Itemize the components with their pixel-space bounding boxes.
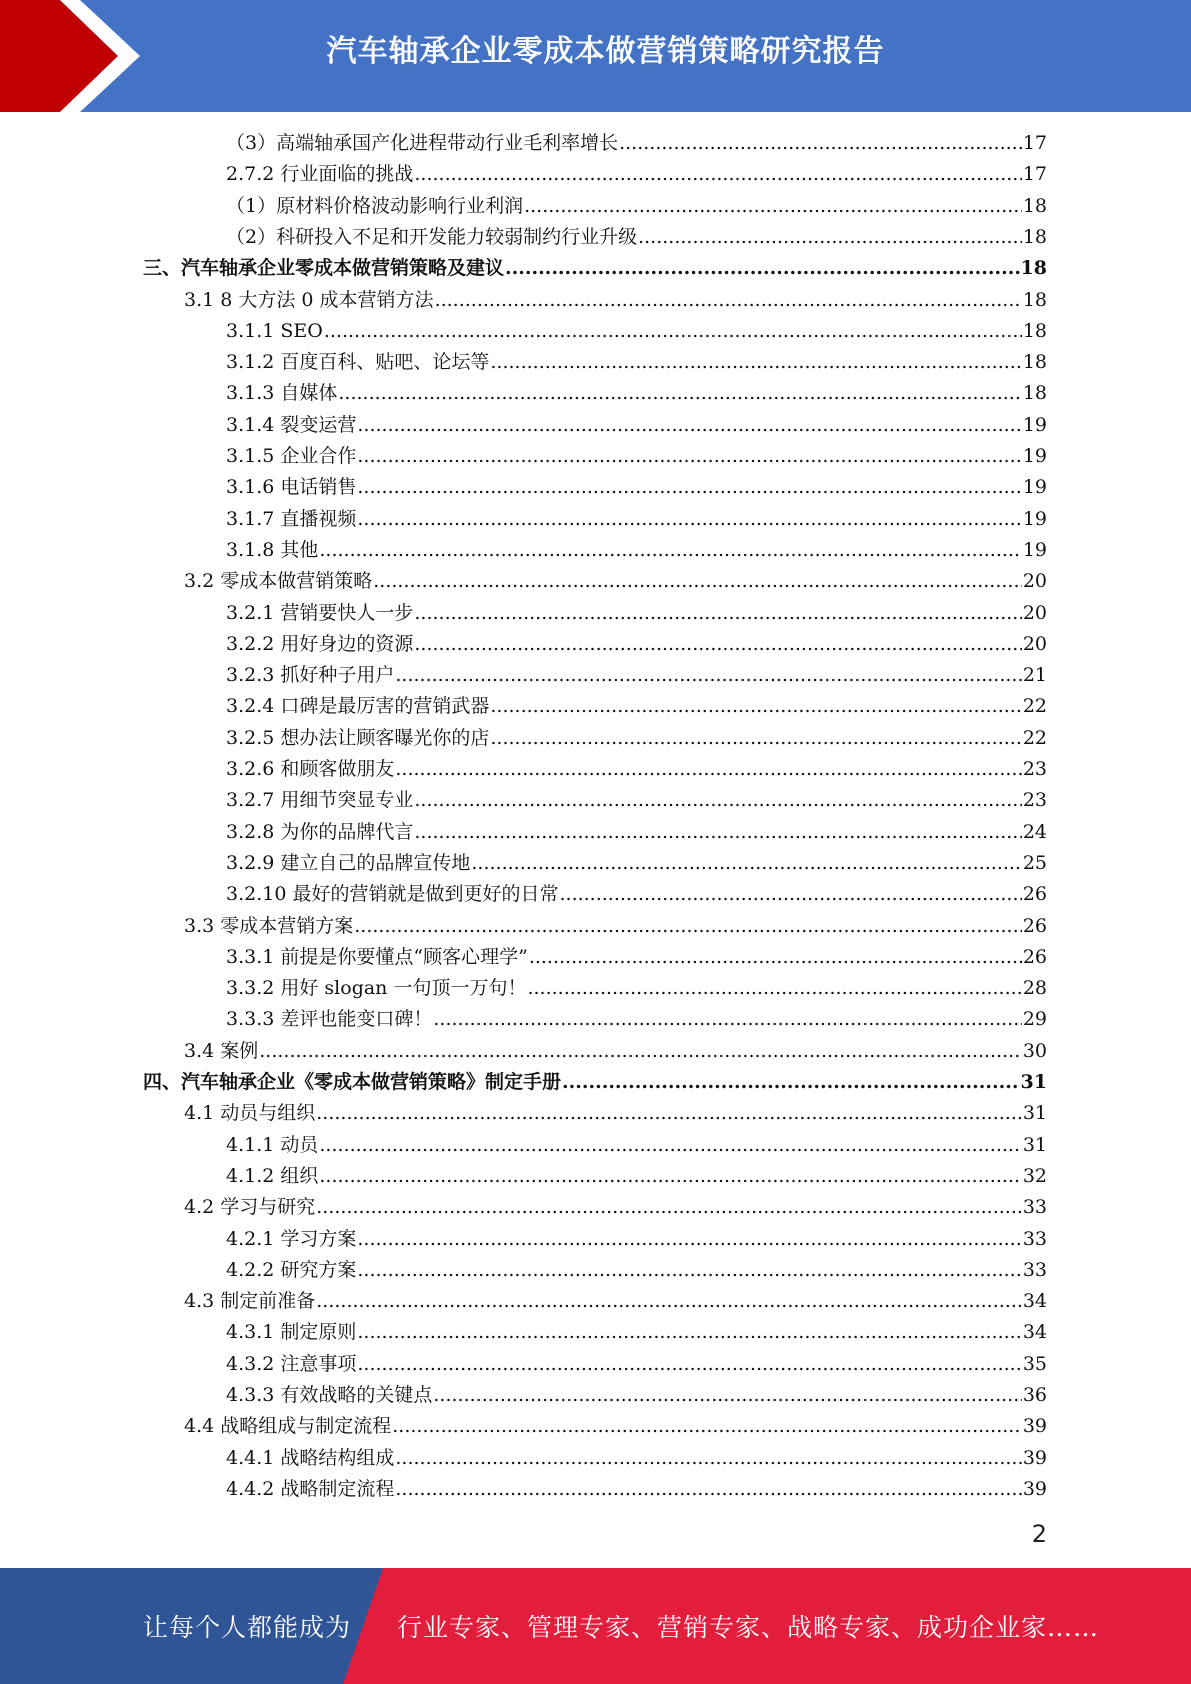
toc-entry[interactable] — [226, 660, 1047, 691]
toc-entry[interactable] — [226, 191, 1047, 222]
page-number: 2 — [1031, 1520, 1047, 1548]
toc-dot-leader — [414, 817, 1021, 848]
toc-entry-title: 3.2.6 和顾客做朋友 — [226, 758, 395, 780]
toc-dot-leader — [319, 1130, 1021, 1161]
toc-dot-leader — [316, 1286, 1022, 1317]
toc-dot-leader — [357, 472, 1021, 503]
toc-entry-page: 31 — [1022, 1102, 1047, 1124]
toc-entry-page: 23 — [1022, 789, 1047, 811]
footer-slogan-right: 行业专家、管理专家、营销专家、战略专家、成功企业家…… — [397, 1613, 1100, 1642]
toc-entry-title: 3.4 案例 — [184, 1040, 259, 1062]
toc-entry[interactable] — [143, 253, 1047, 284]
toc-entry-page: 35 — [1022, 1353, 1047, 1375]
toc-dot-leader — [414, 159, 1021, 190]
toc-entry-page: 26 — [1022, 946, 1047, 968]
toc-entry[interactable] — [184, 1411, 1047, 1442]
toc-entry-title: 4.1.2 组织 — [226, 1165, 319, 1187]
toc-entry[interactable] — [184, 1286, 1047, 1317]
toc-dot-leader — [392, 1411, 1022, 1442]
toc-entry[interactable] — [226, 128, 1047, 159]
toc-dot-leader — [395, 1474, 1021, 1505]
toc-entry[interactable] — [226, 691, 1047, 722]
toc-dot-leader — [357, 1224, 1021, 1255]
toc-entry[interactable] — [184, 566, 1047, 597]
toc-entry-title: 4.4.2 战略制定流程 — [226, 1478, 395, 1500]
toc-entry-page: 31 — [1022, 1134, 1047, 1156]
toc-entry-page: 19 — [1022, 476, 1047, 498]
toc-entry-page: 17 — [1022, 163, 1047, 185]
toc-entry-title: 3.2.9 建立自己的品牌宣传地 — [226, 852, 471, 874]
toc-entry-title: 3.2.8 为你的品牌代言 — [226, 821, 414, 843]
toc-entry-page: 33 — [1022, 1196, 1047, 1218]
toc-entry-title: 3.1.2 百度百科、贴吧、论坛等 — [226, 351, 490, 373]
toc-entry[interactable] — [184, 1036, 1047, 1067]
toc-entry-page: 33 — [1022, 1259, 1047, 1281]
toc-entry-title: 4.2.2 研究方案 — [226, 1259, 357, 1281]
toc-entry[interactable] — [226, 1224, 1047, 1255]
toc-entry[interactable] — [226, 598, 1047, 629]
toc-dot-leader — [471, 848, 1021, 879]
toc-entry-title: 3.1.3 自媒体 — [226, 382, 338, 404]
toc-entry[interactable] — [226, 316, 1047, 347]
toc-dot-leader — [529, 942, 1022, 973]
toc-entry[interactable] — [184, 911, 1047, 942]
toc-entry[interactable] — [226, 1349, 1047, 1380]
toc-entry[interactable] — [226, 723, 1047, 754]
toc-entry-page: 28 — [1022, 977, 1047, 999]
toc-entry-title: 3.1.7 直播视频 — [226, 508, 357, 530]
toc-entry-page: 26 — [1022, 915, 1047, 937]
toc-entry-page: 19 — [1022, 445, 1047, 467]
toc-dot-leader — [414, 629, 1021, 660]
toc-entry[interactable] — [226, 1443, 1047, 1474]
toc-entry[interactable] — [226, 378, 1047, 409]
toc-entry-page: 26 — [1022, 883, 1047, 905]
toc-entry-title: 4.1 动员与组织 — [184, 1102, 316, 1124]
toc-dot-leader — [316, 1098, 1022, 1129]
toc-entry-title: 3.1 8 大方法 0 成本营销方法 — [184, 289, 434, 311]
toc-entry[interactable] — [226, 472, 1047, 503]
toc-dot-leader — [357, 410, 1021, 441]
toc-dot-leader — [505, 253, 1020, 284]
toc-entry-page: 39 — [1022, 1415, 1047, 1437]
toc-entry-title: （3）高端轴承国产化进程带动行业毛利率增长 — [226, 132, 619, 154]
toc-entry[interactable] — [226, 1004, 1047, 1035]
toc-dot-leader — [619, 128, 1022, 159]
toc-dot-leader — [357, 1317, 1021, 1348]
toc-entry-page: 24 — [1022, 821, 1047, 843]
toc-dot-leader — [562, 1067, 1020, 1098]
toc-dot-leader — [414, 785, 1021, 816]
toc-dot-leader — [357, 1255, 1021, 1286]
toc-entry[interactable] — [226, 1317, 1047, 1348]
toc-entry-page: 20 — [1022, 633, 1047, 655]
toc-entry[interactable] — [184, 285, 1047, 316]
toc-entry-page: 33 — [1022, 1228, 1047, 1250]
toc-entry[interactable] — [226, 879, 1047, 910]
toc-entry[interactable] — [226, 1161, 1047, 1192]
toc-entry-title: 3.2.10 最好的营销就是做到更好的日常 — [226, 883, 559, 905]
page-footer — [0, 1568, 1191, 1684]
toc-entry-title: 3.1.6 电话销售 — [226, 476, 357, 498]
toc-entry-page: 19 — [1022, 539, 1047, 561]
toc-dot-leader — [395, 754, 1021, 785]
toc-dot-leader — [338, 378, 1021, 409]
toc-dot-leader — [559, 879, 1021, 910]
toc-entry-page: 36 — [1022, 1384, 1047, 1406]
toc-entry[interactable] — [226, 1474, 1047, 1505]
toc-entry[interactable] — [184, 1192, 1047, 1223]
toc-entry[interactable] — [226, 222, 1047, 253]
toc-entry[interactable] — [226, 504, 1047, 535]
toc-entry-page: 22 — [1022, 727, 1047, 749]
toc-entry[interactable] — [226, 629, 1047, 660]
toc-entry[interactable] — [226, 441, 1047, 472]
document-title: 汽车轴承企业零成本做营销策略研究报告 — [326, 34, 885, 69]
toc-entry[interactable] — [226, 848, 1047, 879]
toc-entry-title: 四、汽车轴承企业《零成本做营销策略》制定手册 — [143, 1071, 562, 1093]
toc-entry-title: 3.1.8 其他 — [226, 539, 319, 561]
toc-entry-title: 3.2 零成本做营销策略 — [184, 570, 373, 592]
toc-dot-leader — [414, 598, 1021, 629]
toc-entry-title: 2.7.2 行业面临的挑战 — [226, 163, 414, 185]
toc-entry-page: 22 — [1022, 695, 1047, 717]
toc-entry[interactable] — [226, 785, 1047, 816]
toc-entry-page: 20 — [1022, 570, 1047, 592]
toc-entry-title: 3.2.5 想办法让顾客曝光你的店 — [226, 727, 490, 749]
toc-dot-leader — [259, 1036, 1022, 1067]
toc-dot-leader — [395, 1443, 1021, 1474]
toc-entry-page: 30 — [1022, 1040, 1047, 1062]
toc-entry-page: 23 — [1022, 758, 1047, 780]
page-header — [0, 0, 1191, 112]
toc-entry-page: 20 — [1022, 602, 1047, 624]
toc-dot-leader — [357, 1349, 1021, 1380]
toc-entry-title: （2）科研投入不足和开发能力较弱制约行业升级 — [226, 226, 638, 248]
toc-dot-leader — [527, 973, 1021, 1004]
toc-entry-page: 18 — [1022, 320, 1047, 342]
toc-entry-title: 3.1.5 企业合作 — [226, 445, 357, 467]
toc-dot-leader — [524, 191, 1022, 222]
toc-entry-title: 4.2.1 学习方案 — [226, 1228, 357, 1250]
toc-entry-title: 3.2.7 用细节突显专业 — [226, 789, 414, 811]
toc-entry[interactable] — [226, 535, 1047, 566]
toc-dot-leader — [435, 285, 1022, 316]
toc-dot-leader — [319, 535, 1021, 566]
toc-entry-page: 31 — [1020, 1071, 1047, 1093]
toc-entry-title: 3.3.2 用好 slogan 一句顶一万句！ — [226, 977, 527, 999]
toc-entry-page: 39 — [1022, 1478, 1047, 1500]
toc-dot-leader — [354, 911, 1022, 942]
toc-entry[interactable] — [226, 410, 1047, 441]
toc-entry-page: 19 — [1022, 508, 1047, 530]
toc-entry-page: 19 — [1022, 414, 1047, 436]
toc-entry-title: 3.1.1 SEO — [226, 320, 323, 342]
toc-dot-leader — [357, 441, 1021, 472]
toc-dot-leader — [319, 1161, 1021, 1192]
toc-dot-leader — [324, 316, 1022, 347]
toc-entry[interactable] — [226, 1130, 1047, 1161]
toc-entry-title: （1）原材料价格波动影响行业利润 — [226, 195, 524, 217]
toc-dot-leader — [357, 504, 1021, 535]
toc-entry-title: 4.4 战略组成与制定流程 — [184, 1415, 392, 1437]
toc-entry-title: 4.3.2 注意事项 — [226, 1353, 357, 1375]
toc-entry-title: 三、汽车轴承企业零成本做营销策略及建议 — [143, 257, 505, 279]
toc-entry-page: 39 — [1022, 1447, 1047, 1469]
toc-entry[interactable] — [226, 1380, 1047, 1411]
toc-dot-leader — [490, 347, 1021, 378]
toc-entry-page: 25 — [1022, 852, 1047, 874]
toc-entry-page: 34 — [1022, 1321, 1047, 1343]
toc-entry-page: 18 — [1022, 289, 1047, 311]
toc-entry-title: 3.3.3 差评也能变口碑！ — [226, 1008, 433, 1030]
footer-slogan-left: 让每个人都能成为 — [143, 1613, 352, 1642]
toc-entry-page: 18 — [1022, 382, 1047, 404]
toc-entry[interactable] — [226, 817, 1047, 848]
toc-entry-title: 4.3.1 制定原则 — [226, 1321, 357, 1343]
toc-entry-page: 18 — [1020, 257, 1047, 279]
toc-entry-page: 34 — [1022, 1290, 1047, 1312]
toc-dot-leader — [316, 1192, 1022, 1223]
toc-entry[interactable] — [226, 754, 1047, 785]
toc-dot-leader — [433, 1004, 1021, 1035]
toc-entry-title: 3.3 零成本营销方案 — [184, 915, 354, 937]
toc-entry-title: 3.2.2 用好身边的资源 — [226, 633, 414, 655]
toc-entry[interactable] — [226, 942, 1047, 973]
toc-entry-title: 3.1.4 裂变运营 — [226, 414, 357, 436]
toc-entry-page: 18 — [1022, 195, 1047, 217]
toc-entry-title: 4.1.1 动员 — [226, 1134, 319, 1156]
toc-entry-title: 3.2.3 抓好种子用户 — [226, 664, 395, 686]
toc-dot-leader — [433, 1380, 1021, 1411]
toc-dot-leader — [490, 723, 1021, 754]
toc-entry-page: 17 — [1022, 132, 1047, 154]
toc-entry[interactable] — [226, 159, 1047, 190]
toc-entry-page: 21 — [1022, 664, 1047, 686]
toc-dot-leader — [490, 691, 1021, 722]
toc-entry-title: 4.4.1 战略结构组成 — [226, 1447, 395, 1469]
toc-entry[interactable] — [226, 347, 1047, 378]
toc-entry[interactable] — [226, 1255, 1047, 1286]
toc-entry-title: 4.2 学习与研究 — [184, 1196, 316, 1218]
toc-dot-leader — [373, 566, 1022, 597]
toc-entry-page: 29 — [1022, 1008, 1047, 1030]
toc-entry-title: 3.2.1 营销要快人一步 — [226, 602, 414, 624]
toc-entry-title: 4.3 制定前准备 — [184, 1290, 316, 1312]
toc-entry-title: 4.3.3 有效战略的关键点 — [226, 1384, 433, 1406]
toc-entry-page: 18 — [1022, 226, 1047, 248]
toc-entry-title: 3.3.1 前提是你要懂点“顾客心理学” — [226, 946, 528, 968]
toc-entry-title: 3.2.4 口碑是最厉害的营销武器 — [226, 695, 490, 717]
toc-entry-page: 18 — [1022, 351, 1047, 373]
toc-entry[interactable] — [143, 1067, 1047, 1098]
toc-dot-leader — [638, 222, 1022, 253]
toc-entry[interactable] — [226, 973, 1047, 1004]
toc-entry[interactable] — [184, 1098, 1047, 1129]
toc-dot-leader — [395, 660, 1021, 691]
toc-entry-page: 32 — [1022, 1165, 1047, 1187]
